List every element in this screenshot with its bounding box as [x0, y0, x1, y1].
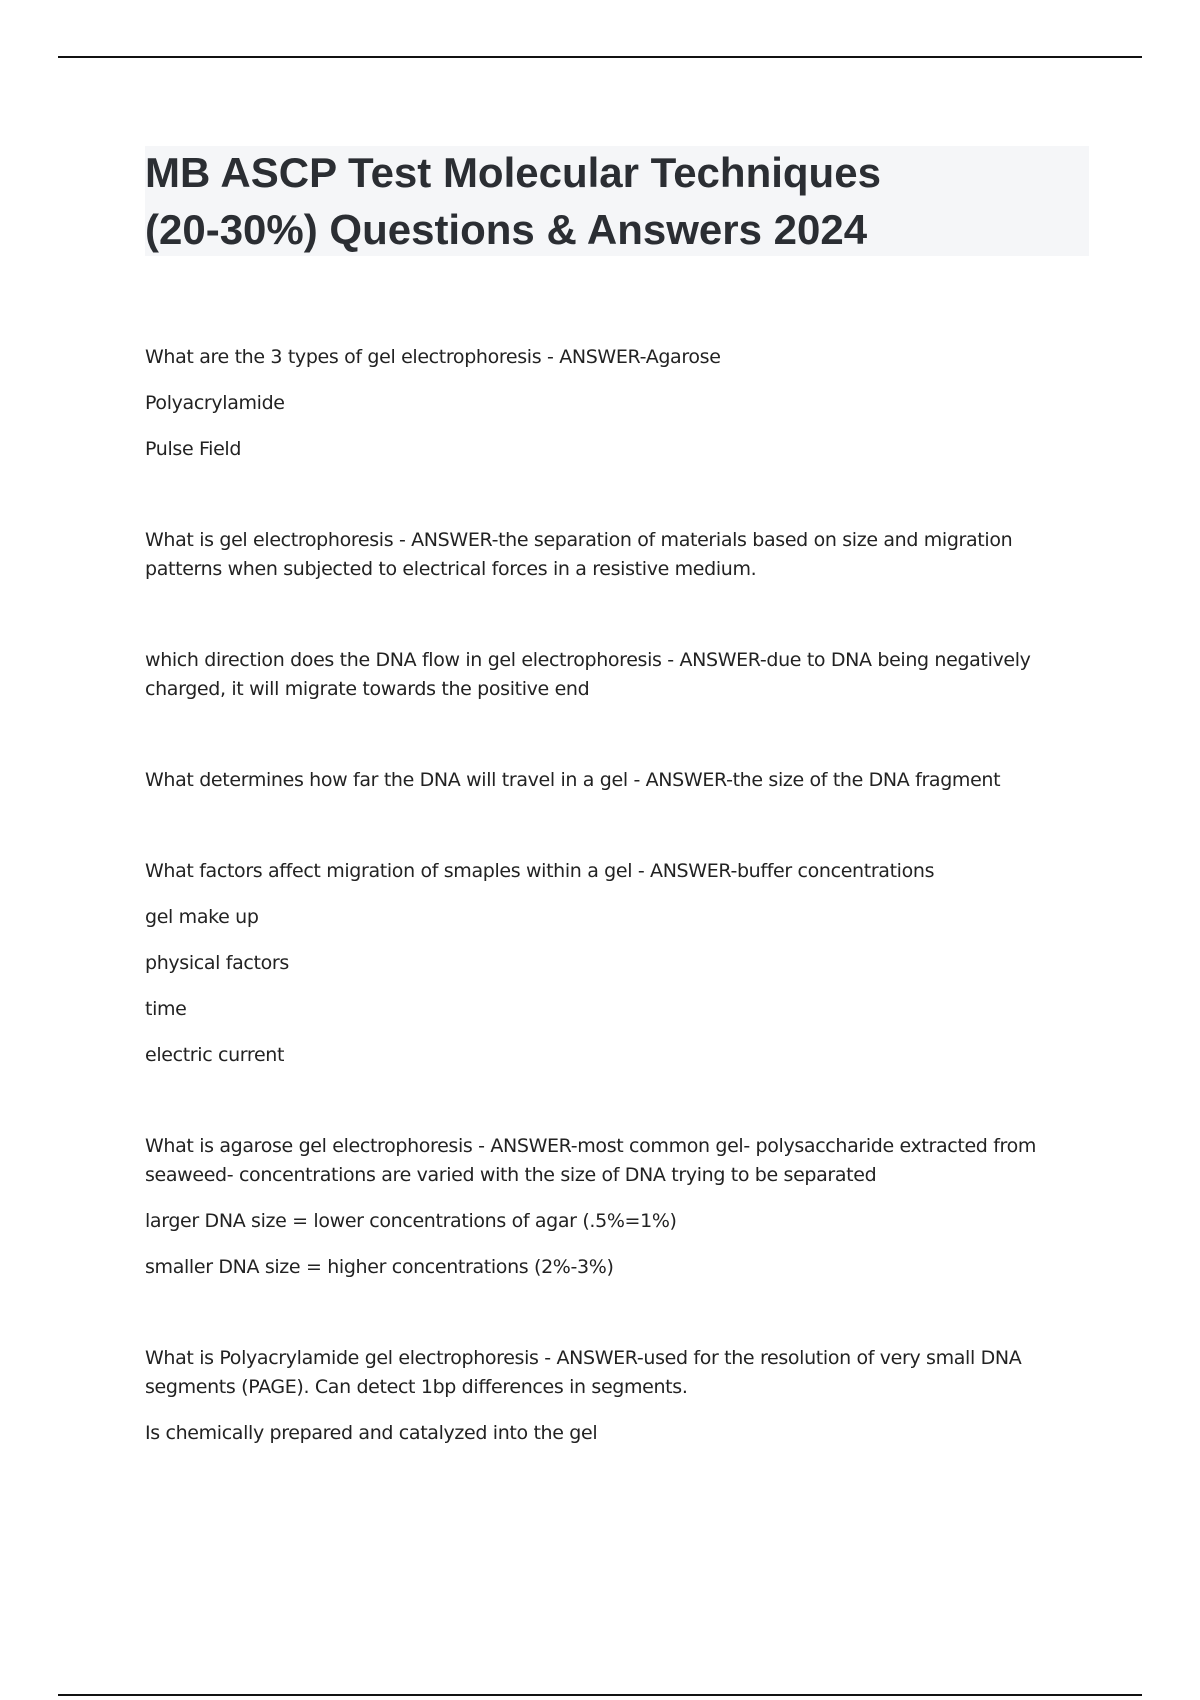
qa-question-answer: which direction does the DNA flow in gel electrophoresis - ANSWER-due to DNA being negatively charged, it will migrate towards the positive end [145, 649, 1031, 700]
question-text: What is Polyacrylamide gel electrophoresis [145, 1347, 539, 1369]
answer-text: the separation of materials based on size and migration patterns when subjected to electrical forces in a resistive medium. [145, 529, 1013, 580]
answer-text: most common gel- polysaccharide extracted from seaweed- concentrations are varied with the size of DNA trying to be separated [145, 1135, 1037, 1186]
answer-label: ANSWER [411, 529, 492, 551]
question-text: What is agarose gel electrophoresis [145, 1135, 473, 1157]
answer-extra-line: larger DNA size = lower concentrations of agar (.5%=1%) [145, 1210, 677, 1232]
answer-extra-line: Polyacrylamide [145, 392, 285, 414]
question-text: What determines how far the DNA will travel in a gel [145, 769, 628, 791]
answer-text: used for the resolution of very small DNA segments (PAGE). Can detect 1bp differences in segments. [145, 1347, 1022, 1398]
answer-label: ANSWER [559, 346, 640, 368]
qa-item [145, 857, 1085, 1070]
answer-extra-line: Pulse Field [145, 438, 242, 460]
answer-extra-line: gel make up [145, 906, 259, 928]
title-line-1: MB ASCP Test Molecular Techniques [145, 149, 881, 196]
qa-question-answer: What is agarose gel electrophoresis - ANSWER-most common gel- polysaccharide extracted from seaweed- concentrations are varied with the size of DNA trying to be separated [145, 1135, 1037, 1186]
qa-item [145, 343, 1085, 464]
top-rule [58, 56, 1142, 58]
answer-label: ANSWER [650, 860, 731, 882]
qa-question-answer: What factors affect migration of smaples within a gel - ANSWER-buffer concentrations [145, 860, 935, 882]
question-text: What are the 3 types of gel electrophoresis [145, 346, 542, 368]
answer-text: due to DNA being negatively charged, it will migrate towards the positive end [145, 649, 1031, 700]
bottom-rule [58, 1694, 1142, 1696]
answer-extra-line: physical factors [145, 952, 289, 974]
qa-item [145, 1344, 1085, 1448]
qa-question-answer: What is Polyacrylamide gel electrophoresis - ANSWER-used for the resolution of very small DNA segments (PAGE). Can detect 1bp differences in segments. [145, 1347, 1022, 1398]
qa-item [145, 1132, 1085, 1282]
answer-text: buffer concentrations [736, 860, 935, 882]
question-text: which direction does the DNA flow in gel electrophoresis [145, 649, 662, 671]
answer-label: ANSWER [556, 1347, 637, 1369]
page-title [145, 144, 1089, 258]
question-text: What factors affect migration of smaples within a gel [145, 860, 633, 882]
qa-item [145, 646, 1085, 704]
answer-label: ANSWER [490, 1135, 571, 1157]
answer-extra-line: time [145, 998, 187, 1020]
question-text: What is gel electrophoresis [145, 529, 394, 551]
answer-text: Agarose [645, 346, 721, 368]
qa-item [145, 766, 1085, 795]
answer-text: the size of the DNA fragment [732, 769, 1001, 791]
title-block [145, 146, 1089, 256]
title-line-2: (20-30%) Questions & Answers 2024 [145, 206, 868, 253]
answer-label: ANSWER [679, 649, 760, 671]
qa-question-answer: What are the 3 types of gel electrophoresis - ANSWER-Agarose [145, 346, 721, 368]
qa-list [145, 343, 1085, 1510]
answer-extra-line: Is chemically prepared and catalyzed into the gel [145, 1422, 598, 1444]
answer-extra-line: smaller DNA size = higher concentrations (2%-3%) [145, 1256, 614, 1278]
answer-extra-line: electric current [145, 1044, 285, 1066]
qa-question-answer: What is gel electrophoresis - ANSWER-the separation of materials based on size and migration patterns when subjected to electrical forces in a resistive medium. [145, 529, 1013, 580]
qa-question-answer: What determines how far the DNA will travel in a gel - ANSWER-the size of the DNA fragment [145, 769, 1001, 791]
answer-label: ANSWER [645, 769, 727, 791]
qa-item [145, 526, 1085, 584]
